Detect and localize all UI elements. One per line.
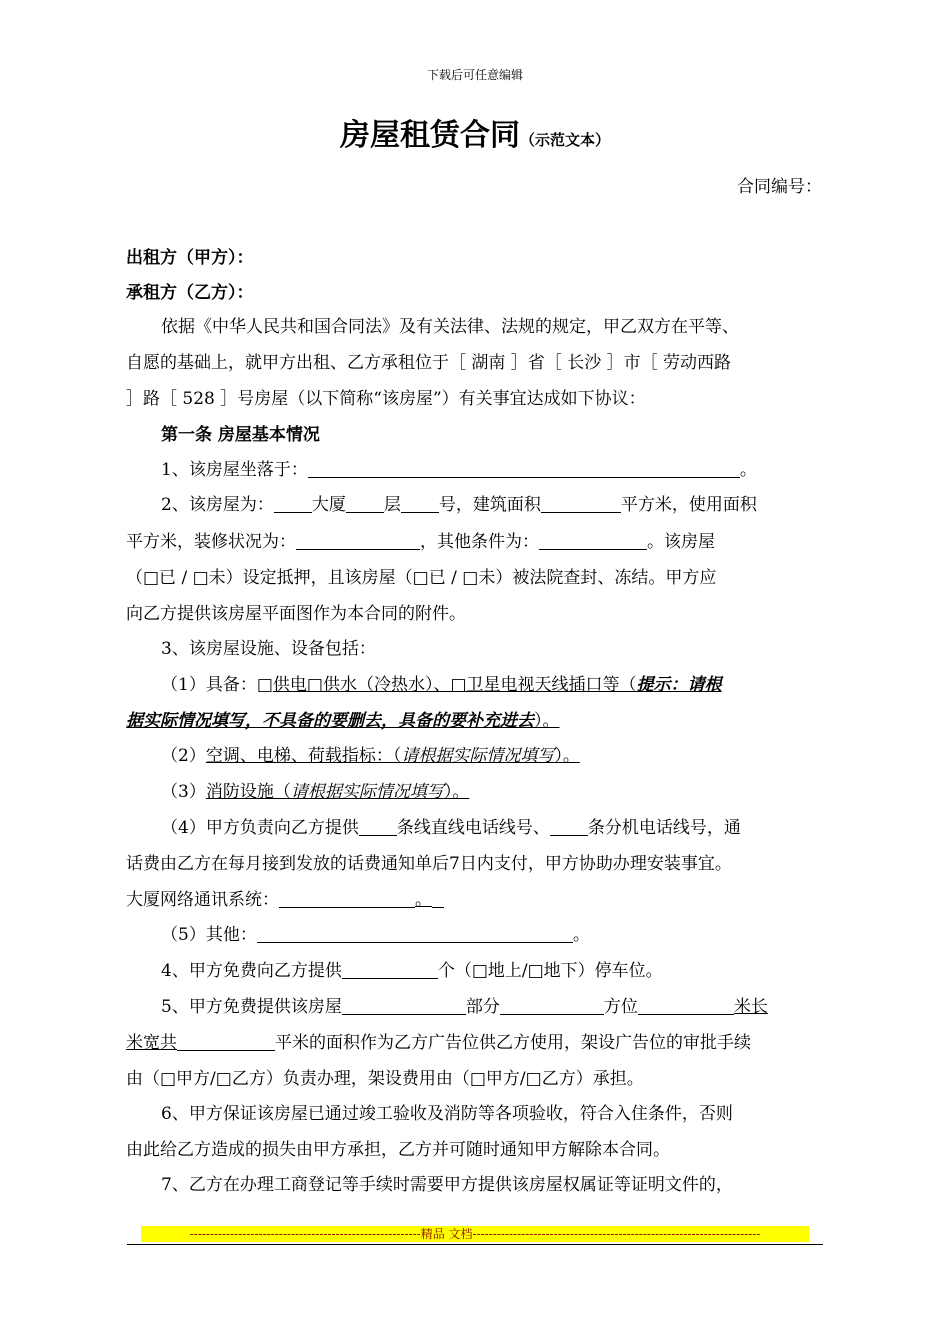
item-2-line-4: 向乙方提供该房屋平面图作为本合同的附件。 — [126, 604, 466, 624]
lessor-label: 出租方（甲方）： — [126, 248, 254, 268]
item-3-4-text-c: 条分机电话线号，通 — [587, 818, 741, 838]
item-2-line-1 — [161, 490, 757, 515]
item-3-3-end: ）。 — [443, 782, 470, 802]
item-5-text-a: 5、甲方免费提供该房屋 — [161, 997, 342, 1017]
footer-rule — [127, 1244, 823, 1245]
item-3-1-hint: 提示：请根 — [636, 675, 722, 695]
item-3-1-text-a: （1）具备：□ — [161, 675, 273, 695]
blank-decoration — [296, 531, 420, 550]
item-5-text-c: 方位 — [603, 997, 638, 1017]
blank-other-conditions — [539, 531, 647, 550]
item-3-2-hint: 请根据实际情况填写 — [401, 746, 555, 766]
item-3-4-end: 。 — [415, 890, 432, 910]
item-1-end: 。 — [739, 460, 757, 480]
item-3-3-text: 消防设施（ — [205, 782, 291, 802]
item-3-2-end: ）。 — [554, 746, 580, 766]
blank-ad-part — [342, 996, 466, 1015]
item-5-text-b: 部分 — [465, 997, 500, 1017]
item-4-text-b: 个（□地上/□地下）停车位。 — [437, 961, 663, 981]
item-1-label: 1、该房屋坐落于： — [161, 460, 308, 480]
item-2-text-a: 2、该房屋为： — [161, 495, 274, 515]
title-subtitle: （示范文本） — [519, 131, 610, 149]
item-3-4-text-a: （4）甲方负责向乙方提供 — [161, 818, 359, 838]
item-2-line-2-text-c: 。该房屋 — [647, 532, 715, 552]
contract-number-label: 合同编号： — [737, 177, 822, 197]
item-3-3-num: （3） — [161, 782, 206, 802]
item-4 — [161, 956, 663, 981]
blank-building — [274, 494, 312, 513]
item-3-1-end: ）。 — [534, 711, 560, 731]
item-5-text-d: 米长 — [733, 997, 768, 1017]
item-3-1-hint-cont: 据实际情况填写，不具备的要删去，具备的要补充进去 — [126, 711, 534, 731]
blank-other — [257, 924, 573, 943]
item-2-text-e: 平方米，使用面积 — [620, 495, 757, 515]
blank-direct-lines — [359, 817, 397, 836]
blank-building-area — [541, 494, 621, 513]
item-3-4-network-label: 大厦网络通讯系统： — [126, 890, 279, 910]
item-7-line-1: 7、乙方在办理工商登记等手续时需要甲方提供该房屋权属证等证明文件的， — [161, 1175, 733, 1195]
item-5-line-2-text-a: 米宽共 — [126, 1033, 177, 1053]
blank-number — [401, 494, 439, 513]
blank-ad-area — [177, 1032, 275, 1051]
blank-ad-length — [638, 996, 734, 1015]
item-5-line-2-text-b: 平米的面积作为乙方广告位供乙方使用，架设广告位的审批手续 — [275, 1033, 751, 1053]
item-5-line-2 — [126, 1028, 751, 1053]
title-text: 房屋租赁合同 — [339, 118, 520, 153]
blank-floor — [346, 494, 384, 513]
item-3-5-end: 。 — [572, 925, 590, 945]
article-1-title: 第一条 房屋基本情况 — [161, 425, 320, 445]
blank-extension-lines — [550, 817, 588, 836]
intro-line-2: 自愿的基础上，就甲方出租、乙方承租位于［ 湖南 ］省［ 长沙 ］市［ 劳动西路 — [126, 353, 732, 373]
item-5-line-3: 由（□甲方/□乙方）负责办理，架设费用由（□甲方/□乙方）承担。 — [126, 1069, 644, 1089]
document-title — [0, 110, 950, 154]
item-6-line-1: 6、甲方保证该房屋已通过竣工验收及消防等各项验收，符合入住条件，否则 — [161, 1104, 733, 1124]
item-4-text-a: 4、甲方免费向乙方提供 — [161, 961, 342, 981]
item-3-1-line-2 — [126, 706, 560, 731]
lessee-label: 承租方（乙方）： — [126, 283, 254, 303]
header-note: 下载后可任意编辑 — [426, 68, 523, 82]
blank-location — [308, 459, 740, 478]
item-3-5-label: （5）其他： — [161, 925, 257, 945]
item-3-2 — [161, 741, 580, 766]
item-3-3 — [161, 777, 469, 802]
item-3-4-text-b: 条线直线电话线号、 — [396, 818, 550, 838]
item-6-line-2: 由此给乙方造成的损失由甲方承担，乙方并可随时通知甲方解除本合同。 — [126, 1140, 670, 1160]
item-2-line-2-text-a: 平方米，装修状况为： — [126, 532, 296, 552]
item-1 — [161, 455, 757, 480]
item-3-3-hint: 请根据实际情况填写 — [290, 782, 444, 802]
item-3-1-line-1 — [161, 670, 722, 695]
item-3-4-line-2: 话费由乙方在每月接到发放的话费通知单后7日内支付，甲方协助办理安装事宜。 — [126, 854, 732, 874]
footer-banner: ---------------------------------------------------------精品 文档----------------------------------------------------------------------- — [141, 1226, 809, 1242]
item-2-line-2-text-b: ，其他条件为： — [420, 532, 539, 552]
item-3-1-text-b: 供电□供水（冷热水）、□卫星电视天线插口等（ — [272, 675, 637, 695]
blank-ad-position — [500, 996, 604, 1015]
item-3-5 — [161, 920, 590, 945]
item-2-text-b: 大厦 — [311, 495, 346, 515]
item-2-line-3: （□已 / □未）设定抵押，且该房屋（□已 / □未）被法院查封、冻结。甲方应 — [126, 568, 717, 588]
blank-network — [279, 889, 415, 908]
item-5-line-1 — [161, 992, 768, 1017]
item-3: 3、该房屋设施、设备包括： — [161, 639, 376, 659]
item-2-text-c: 层 — [383, 495, 401, 515]
blank-network-tail — [432, 889, 444, 908]
item-2-line-2 — [126, 527, 715, 552]
blank-parking — [342, 960, 438, 979]
item-3-4-line-3 — [126, 885, 444, 910]
item-3-2-num: （2） — [161, 746, 206, 766]
intro-line-3: ］路［ 528 ］号房屋（以下简称“该房屋”）有关事宜达成如下协议： — [126, 389, 646, 409]
item-3-4-line-1 — [161, 813, 741, 838]
item-3-2-text: 空调、电梯、荷载指标：（ — [205, 746, 402, 766]
intro-line-1: 依据《中华人民共和国合同法》及有关法律、法规的规定，甲乙双方在平等、 — [161, 317, 739, 337]
item-2-text-d: 号，建筑面积 — [438, 495, 541, 515]
